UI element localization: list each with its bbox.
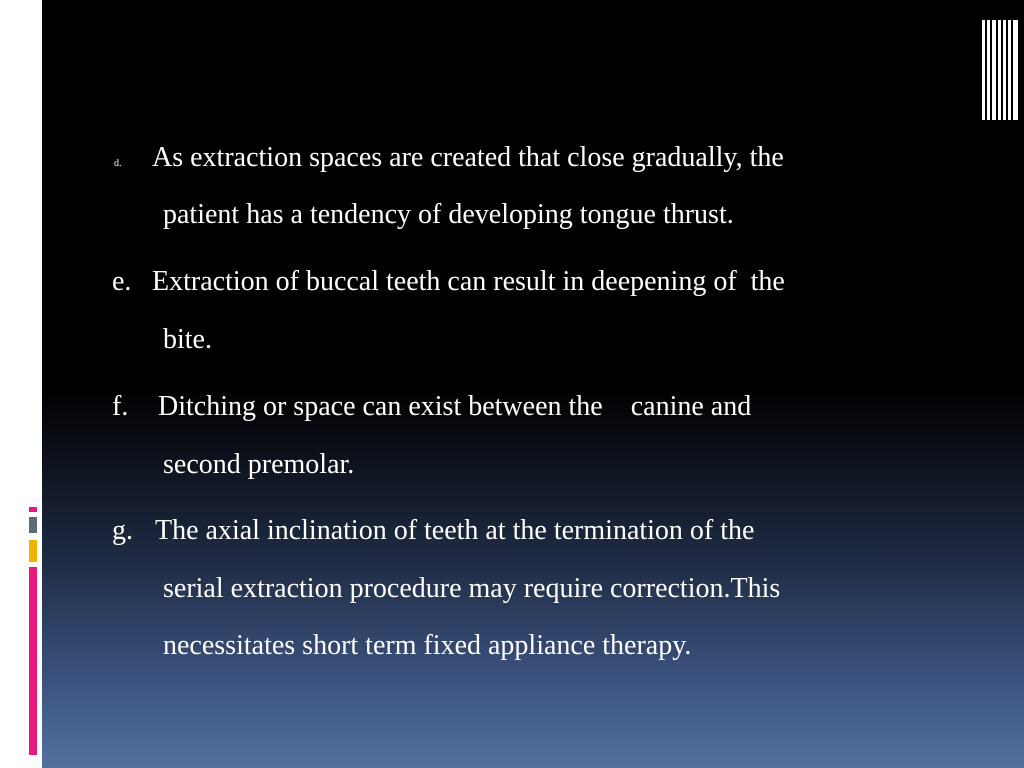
list-marker-e: e. — [112, 266, 132, 297]
list-marker-d: d. — [114, 158, 122, 169]
list-marker-g: g. — [112, 515, 133, 546]
list-item-d-line-1: As extraction spaces are created that close gradually, the — [152, 142, 784, 173]
list-item-g-line-3: necessitates short term fixed appliance therapy. — [163, 630, 692, 661]
list-item-e-line-1: Extraction of buccal teeth can result in deepening of the — [152, 266, 785, 297]
list-item-e-line-2: bite. — [163, 324, 212, 355]
list-item-g-line-1: The axial inclination of teeth at the termination of the — [155, 515, 755, 546]
list-item-f-line-1: Ditching or space can exist between the canine and — [158, 391, 752, 422]
list-marker-f: f. — [112, 391, 129, 422]
list-item-g-line-2: serial extraction procedure may require correction.This — [163, 573, 781, 604]
list-item-f-line-2: second premolar. — [163, 449, 355, 480]
list-item-d-line-2: patient has a tendency of developing tongue thrust. — [163, 199, 734, 230]
